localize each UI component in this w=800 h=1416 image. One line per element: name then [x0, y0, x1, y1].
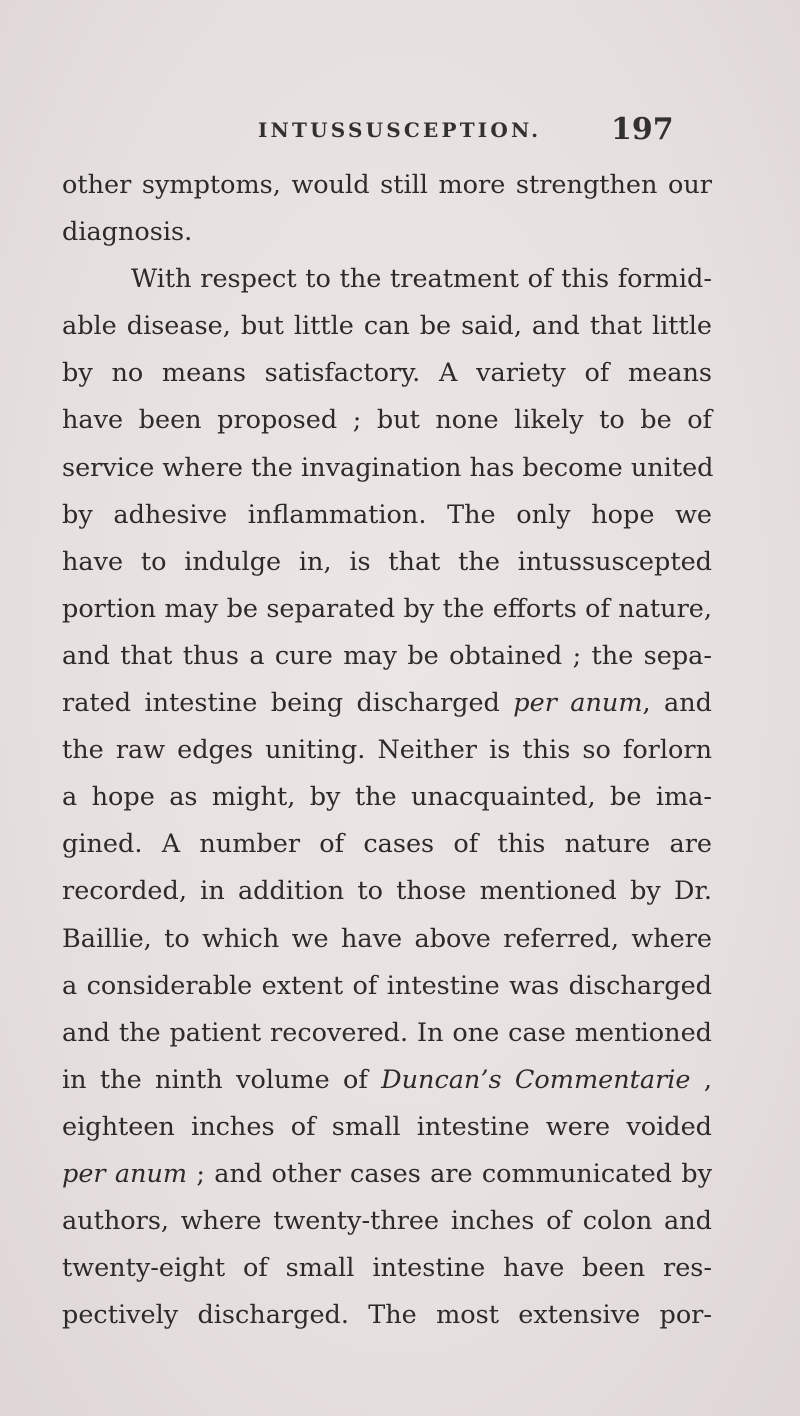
text-line: have been proposed ; but none likely to be of [62, 405, 712, 436]
text-line: eighteen inches of small intestine were voided [62, 1111, 712, 1142]
text-line: service where the invagination has become united [62, 452, 714, 483]
text-line: and that thus a cure may be obtained ; the sepa- [62, 640, 712, 671]
text-line: by no means satisfactory. A variety of means [62, 358, 712, 389]
text-line: portion may be separated by the efforts of nature, [62, 593, 712, 624]
text-line: Baillie, to which we have above referred, where [62, 923, 712, 954]
text-line: pectively discharged. The most extensive por- [62, 1300, 712, 1331]
text-line: a considerable extent of intestine was discharged [62, 970, 712, 1001]
text-line: gined. A number of cases of this nature are [62, 829, 712, 860]
text-line: in the ninth volume of Duncan’s Commentarie , [62, 1064, 712, 1095]
italic-phrase: per anum [513, 688, 643, 719]
text-line: able disease, but little can be said, and that little [62, 311, 712, 342]
text-line: recorded, in addition to those mentioned by Dr. [62, 876, 712, 907]
text-line: rated intestine being discharged per anum, and [62, 688, 712, 719]
page-number: 197 [611, 112, 674, 147]
text-line: have to indulge in, is that the intussuscepted [62, 546, 712, 577]
running-head [258, 112, 674, 152]
italic-phrase: Duncan’s Commentarie [381, 1064, 691, 1095]
text-line: the raw edges uniting. Neither is this so forlorn [62, 735, 712, 766]
text-line: other symptoms, would still more strengthen our [62, 170, 712, 200]
text-line: twenty-eight of small intestine have been res- [62, 1253, 712, 1284]
text-line: diagnosis. [62, 217, 193, 248]
running-title: INTUSSUSCEPTION. [258, 118, 542, 142]
text-line: With respect to the treatment of this formid- [131, 264, 712, 295]
text-line: authors, where twenty-three inches of colon and [62, 1206, 712, 1237]
body-text [62, 162, 712, 1339]
text-line: and the patient recovered. In one case mentioned [62, 1017, 712, 1048]
text-line: per anum ; and other cases are communicated by [62, 1158, 712, 1189]
text-line: a hope as might, by the unacquainted, be ima- [62, 782, 712, 813]
text-line: by adhesive inflammation. The only hope we [62, 499, 712, 530]
italic-phrase: per anum [62, 1158, 188, 1189]
